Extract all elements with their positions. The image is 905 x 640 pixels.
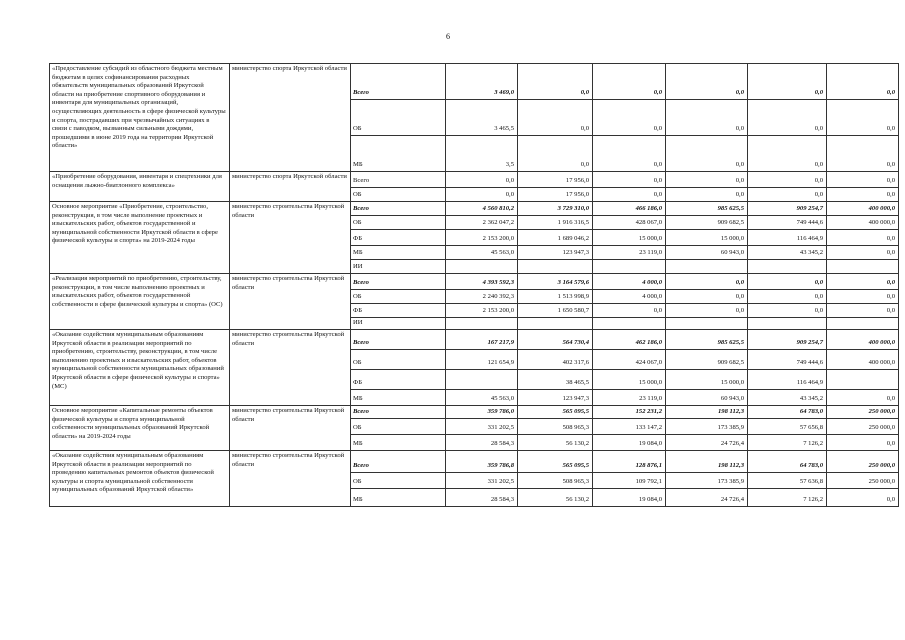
table-row xyxy=(50,274,899,290)
activity-name-cell: Основное мероприятие «Приобретение, строительство, реконструкция, в том числе выполнение проектных и изыскательских работ, объектов государственной и муниципальной собственности Иркутской области в сфере физической культуры и спорта» на 2019-2024 годы xyxy=(50,202,230,274)
amount-cell: 0,0 xyxy=(666,274,748,290)
amount-cell: 0,0 xyxy=(666,172,748,188)
amount-cell: 198 112,3 xyxy=(666,406,748,419)
amount-cell: 4 560 810,2 xyxy=(446,202,518,216)
amount-cell: 2 153 200,0 xyxy=(446,230,518,246)
amount-cell: 45 563,0 xyxy=(446,246,518,260)
amount-cell: 402 317,6 xyxy=(518,350,593,370)
amount-cell: 0,0 xyxy=(827,246,899,260)
amount-cell xyxy=(593,318,666,330)
funding-source-cell: Всего xyxy=(351,202,446,216)
funding-source-cell: ИИ xyxy=(351,260,446,274)
amount-cell xyxy=(748,318,827,330)
funding-source-cell: ОБ xyxy=(351,100,446,136)
amount-cell: 909 682,5 xyxy=(666,216,748,230)
amount-cell: 3 469,0 xyxy=(446,64,518,100)
table-row xyxy=(50,172,899,188)
amount-cell: 0,0 xyxy=(748,304,827,318)
amount-cell: 23 119,0 xyxy=(593,390,666,406)
funding-source-cell: МБ xyxy=(351,390,446,406)
amount-cell: 400 000,0 xyxy=(827,350,899,370)
amount-cell: 4 000,0 xyxy=(593,290,666,304)
funding-source-cell: МБ xyxy=(351,489,446,507)
amount-cell xyxy=(748,260,827,274)
amount-cell: 0,0 xyxy=(593,188,666,202)
amount-cell: 0,0 xyxy=(748,136,827,172)
amount-cell: 24 726,4 xyxy=(666,435,748,451)
amount-cell: 0,0 xyxy=(666,136,748,172)
amount-cell: 123 947,3 xyxy=(518,246,593,260)
funding-source-cell: ОБ xyxy=(351,216,446,230)
amount-cell: 15 000,0 xyxy=(593,370,666,390)
amount-cell: 0,0 xyxy=(593,64,666,100)
table-row xyxy=(50,451,899,473)
amount-cell: 0,0 xyxy=(827,188,899,202)
amount-cell: 0,0 xyxy=(593,304,666,318)
funding-source-cell: ОБ xyxy=(351,188,446,202)
funding-source-cell: Всего xyxy=(351,274,446,290)
amount-cell: 466 186,0 xyxy=(593,202,666,216)
activity-name-cell: Основное мероприятие «Капитальные ремонты объектов физической культуры и спорта муниципальной собственности муниципальных образований Иркутской области» на 2019-2024 годы xyxy=(50,406,230,451)
amount-cell: 109 792,1 xyxy=(593,473,666,489)
amount-cell: 250 000,0 xyxy=(827,473,899,489)
amount-cell: 0,0 xyxy=(593,136,666,172)
funding-source-cell: Всего xyxy=(351,64,446,100)
amount-cell: 64 783,0 xyxy=(748,451,827,473)
amount-cell: 0,0 xyxy=(827,290,899,304)
amount-cell: 0,0 xyxy=(827,304,899,318)
amount-cell: 173 385,9 xyxy=(666,419,748,435)
amount-cell: 19 084,0 xyxy=(593,435,666,451)
amount-cell: 60 943,0 xyxy=(666,390,748,406)
amount-cell xyxy=(827,260,899,274)
amount-cell: 15 000,0 xyxy=(666,230,748,246)
amount-cell: 909 254,7 xyxy=(748,202,827,216)
amount-cell: 0,0 xyxy=(748,290,827,304)
amount-cell: 57 656,8 xyxy=(748,419,827,435)
amount-cell: 1 689 046,2 xyxy=(518,230,593,246)
funding-source-cell: ОБ xyxy=(351,419,446,435)
amount-cell: 462 186,0 xyxy=(593,330,666,350)
amount-cell: 250 000,0 xyxy=(827,451,899,473)
amount-cell xyxy=(666,260,748,274)
amount-cell: 749 444,6 xyxy=(748,350,827,370)
funding-source-cell: Всего xyxy=(351,330,446,350)
executor-cell: министерство строительства Иркутской области xyxy=(230,274,351,330)
amount-cell: 19 084,0 xyxy=(593,489,666,507)
amount-cell: 28 584,3 xyxy=(446,489,518,507)
amount-cell: 4 393 592,3 xyxy=(446,274,518,290)
funding-source-cell: ФБ xyxy=(351,230,446,246)
amount-cell xyxy=(666,318,748,330)
amount-cell: 1 650 580,7 xyxy=(518,304,593,318)
amount-cell: 57 636,8 xyxy=(748,473,827,489)
funding-source-cell: ОБ xyxy=(351,290,446,304)
amount-cell: 116 464,9 xyxy=(748,230,827,246)
amount-cell: 0,0 xyxy=(593,100,666,136)
amount-cell xyxy=(518,260,593,274)
amount-cell: 331 202,5 xyxy=(446,473,518,489)
amount-cell: 0,0 xyxy=(827,100,899,136)
amount-cell: 565 095,5 xyxy=(518,406,593,419)
amount-cell: 564 730,4 xyxy=(518,330,593,350)
amount-cell: 749 444,6 xyxy=(748,216,827,230)
activity-name-cell: «Предоставление субсидий из областного бюджета местным бюджетам в целях софинансирования расходных обязательств муниципальных образований Иркутской области на приобретение спортивного оборудования и инвентаря для муниципальных организаций, осуществляющих деятельность в сфере физической культуры и спорта, пострадавших при чрезвычайных ситуациях в связи с паводком, вызванным сильными дождями, прошедшими в июне 2019 года на территории Иркутской области» xyxy=(50,64,230,172)
amount-cell: 0,0 xyxy=(748,188,827,202)
amount-cell xyxy=(518,318,593,330)
amount-cell: 508 965,3 xyxy=(518,473,593,489)
amount-cell: 2 153 200,0 xyxy=(446,304,518,318)
amount-cell: 909 254,7 xyxy=(748,330,827,350)
amount-cell: 173 385,9 xyxy=(666,473,748,489)
executor-cell: министерство строительства Иркутской области xyxy=(230,202,351,274)
amount-cell: 17 956,0 xyxy=(518,188,593,202)
amount-cell: 17 956,0 xyxy=(518,172,593,188)
amount-cell: 64 783,0 xyxy=(748,406,827,419)
amount-cell: 0,0 xyxy=(446,188,518,202)
amount-cell: 1 513 998,9 xyxy=(518,290,593,304)
amount-cell: 43 345,2 xyxy=(748,390,827,406)
amount-cell: 56 130,2 xyxy=(518,435,593,451)
funding-source-cell: ОБ xyxy=(351,350,446,370)
funding-source-cell: Всего xyxy=(351,451,446,473)
amount-cell xyxy=(446,370,518,390)
amount-cell: 45 563,0 xyxy=(446,390,518,406)
amount-cell: 3 729 310,0 xyxy=(518,202,593,216)
funding-source-cell: МБ xyxy=(351,136,446,172)
amount-cell: 23 119,0 xyxy=(593,246,666,260)
funding-source-cell: Всего xyxy=(351,172,446,188)
amount-cell xyxy=(827,370,899,390)
amount-cell: 0,0 xyxy=(748,274,827,290)
amount-cell: 56 130,2 xyxy=(518,489,593,507)
activity-name-cell: «Оказание содействия муниципальным образованиям Иркутской области в реализации мероприятий по приобретению, строительству, реконструкции, в том числе выполнению проектных и изыскательских работ, объектов муниципальной собственности муниципальных образований Иркутской области в сфере физической культуры и спорта» (МС) xyxy=(50,330,230,406)
amount-cell: 0,0 xyxy=(827,172,899,188)
funding-source-cell: ИИ xyxy=(351,318,446,330)
amount-cell: 116 464,9 xyxy=(748,370,827,390)
funding-source-cell: ФБ xyxy=(351,304,446,318)
amount-cell: 3,5 xyxy=(446,136,518,172)
amount-cell: 60 943,0 xyxy=(666,246,748,260)
amount-cell: 0,0 xyxy=(827,274,899,290)
amount-cell: 428 067,0 xyxy=(593,216,666,230)
amount-cell: 909 682,5 xyxy=(666,350,748,370)
funding-source-cell: Всего xyxy=(351,406,446,419)
amount-cell: 0,0 xyxy=(666,64,748,100)
amount-cell: 3 465,5 xyxy=(446,100,518,136)
activity-name-cell: «Реализация мероприятий по приобретению, строительству, реконструкции, в том числе выполнению проектных и изыскательских работ, объектов государственной собственности в сфере физической культуры и спорта» (ОС) xyxy=(50,274,230,330)
amount-cell: 121 654,9 xyxy=(446,350,518,370)
amount-cell: 0,0 xyxy=(666,100,748,136)
funding-source-cell: МБ xyxy=(351,246,446,260)
funding-source-cell: ОБ xyxy=(351,473,446,489)
table-row xyxy=(50,202,899,216)
amount-cell: 331 202,5 xyxy=(446,419,518,435)
amount-cell: 985 625,5 xyxy=(666,202,748,216)
amount-cell: 7 126,2 xyxy=(748,489,827,507)
amount-cell: 400 000,0 xyxy=(827,330,899,350)
amount-cell xyxy=(827,318,899,330)
amount-cell: 0,0 xyxy=(827,435,899,451)
executor-cell: министерство строительства Иркутской области xyxy=(230,406,351,451)
amount-cell: 4 000,0 xyxy=(593,274,666,290)
page-number: 6 xyxy=(446,32,450,41)
amount-cell: 128 876,1 xyxy=(593,451,666,473)
amount-cell: 28 584,3 xyxy=(446,435,518,451)
funding-source-cell: ФБ xyxy=(351,370,446,390)
amount-cell: 0,0 xyxy=(827,489,899,507)
amount-cell: 123 947,3 xyxy=(518,390,593,406)
amount-cell: 15 000,0 xyxy=(593,230,666,246)
amount-cell: 0,0 xyxy=(518,100,593,136)
amount-cell: 0,0 xyxy=(827,136,899,172)
amount-cell: 985 625,5 xyxy=(666,330,748,350)
amount-cell: 508 965,3 xyxy=(518,419,593,435)
executor-cell: министерство строительства Иркутской области xyxy=(230,330,351,406)
amount-cell: 0,0 xyxy=(827,390,899,406)
table-row xyxy=(50,330,899,350)
amount-cell: 359 786,8 xyxy=(446,451,518,473)
amount-cell: 0,0 xyxy=(666,188,748,202)
table-body xyxy=(50,64,899,507)
amount-cell xyxy=(593,260,666,274)
amount-cell: 0,0 xyxy=(518,136,593,172)
executor-cell: министерство спорта Иркутской области xyxy=(230,64,351,172)
amount-cell: 43 345,2 xyxy=(748,246,827,260)
executor-cell: министерство строительства Иркутской области xyxy=(230,451,351,507)
amount-cell: 424 067,0 xyxy=(593,350,666,370)
amount-cell: 0,0 xyxy=(827,230,899,246)
amount-cell: 0,0 xyxy=(748,172,827,188)
amount-cell: 359 786,0 xyxy=(446,406,518,419)
amount-cell: 2 362 047,2 xyxy=(446,216,518,230)
amount-cell: 0,0 xyxy=(593,172,666,188)
amount-cell: 0,0 xyxy=(748,100,827,136)
amount-cell: 0,0 xyxy=(748,64,827,100)
amount-cell: 2 240 392,3 xyxy=(446,290,518,304)
amount-cell: 3 164 579,6 xyxy=(518,274,593,290)
amount-cell: 0,0 xyxy=(446,172,518,188)
amount-cell: 198 112,3 xyxy=(666,451,748,473)
amount-cell: 167 217,9 xyxy=(446,330,518,350)
amount-cell: 133 147,2 xyxy=(593,419,666,435)
budget-table xyxy=(49,63,899,507)
amount-cell: 1 916 316,5 xyxy=(518,216,593,230)
amount-cell: 7 126,2 xyxy=(748,435,827,451)
amount-cell: 565 095,5 xyxy=(518,451,593,473)
amount-cell xyxy=(446,318,518,330)
amount-cell: 0,0 xyxy=(518,64,593,100)
amount-cell: 0,0 xyxy=(827,64,899,100)
amount-cell: 15 000,0 xyxy=(666,370,748,390)
amount-cell: 24 726,4 xyxy=(666,489,748,507)
activity-name-cell: «Оказание содействия муниципальным образованиям Иркутской области в реализации мероприятий по проведению капитальных ремонтов объектов физической культуры и спорта муниципальной собственности муниципальных образований Иркутской области» xyxy=(50,451,230,507)
funding-source-cell: МБ xyxy=(351,435,446,451)
amount-cell: 250 000,0 xyxy=(827,406,899,419)
table-row xyxy=(50,64,899,100)
executor-cell: министерство спорта Иркутской области xyxy=(230,172,351,202)
amount-cell: 250 000,0 xyxy=(827,419,899,435)
amount-cell xyxy=(446,260,518,274)
amount-cell: 400 000,0 xyxy=(827,216,899,230)
amount-cell: 0,0 xyxy=(666,290,748,304)
amount-cell: 38 465,5 xyxy=(518,370,593,390)
activity-name-cell: «Приобретение оборудования, инвентаря и спецтехники для оснащения лыжно-биатлонного комплекса» xyxy=(50,172,230,202)
amount-cell: 152 231,2 xyxy=(593,406,666,419)
table-row xyxy=(50,406,899,419)
amount-cell: 0,0 xyxy=(666,304,748,318)
amount-cell: 400 000,0 xyxy=(827,202,899,216)
